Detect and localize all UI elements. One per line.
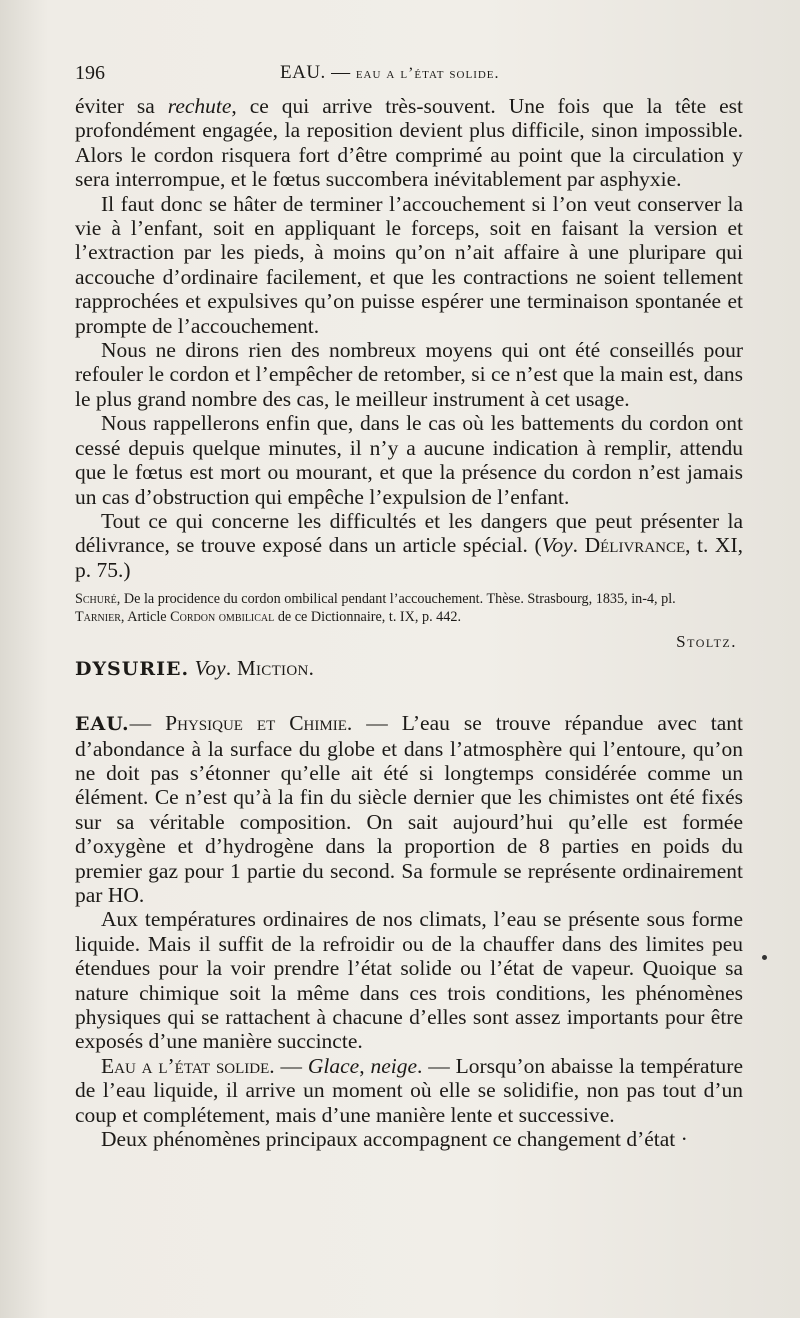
paragraph-eau-intro: EAU.— Physique et Chimie. — L’eau se trouve répandue avec tant d’abondance à la surface du globe et dans l’atmosphère qui l’entoure, qu’on ne doit pas s’étonner qu’elle ait été si longtemps considérée comme un élément. Ce n’est qu’à la fin du siècle dernier que les chimistes ont été fixés sur sa véritable composition. On sait aujourd’hui qu’elle est formée d’oxygène et d’hydrogène dans la proportion de 8 parties en poids du premier gaz pour 1 partie du second. Sa formule se représente ordinairement par HO. (75, 711, 743, 907)
paragraph-temperatures: Aux températures ordinaires de nos climats, l’eau se présente sous forme liquide. Mais il suffit de la refroidir ou de la chauffer dans des limites peu étendues pour la voir prendre l’état solide ou l’état de vapeur. Quoique sa nature chimique soit la même dans ces trois conditions, les phénomènes physiques qui se rattachent à chacune d’elles sont assez importants pour être exposés d’une manière succincte. (75, 907, 743, 1054)
reference-schure: Schuré, De la procidence du cordon ombilical pendant l’accouchement. Thèse. Strasbourg, 1835, in-4, pl. (75, 591, 676, 608)
author-signature: Stoltz. (676, 632, 737, 652)
page-number: 196 (75, 62, 105, 84)
headword-eau: EAU. (75, 713, 130, 736)
paragraph-accouchement: Il faut donc se hâter de terminer l’accouchement si l’on veut conserver la vie à l’enfant, soit en appliquant le forceps, soit en faisant la version et l’extraction par les pieds, à moins qu’on n’ait affaire à une pluripare qui accouche d’ordinaire facilement, et que les contractions ne soient tellement rapprochées et expulsives qu’on puisse espérer une terminaison spontanée et prompte de l’accouchement. (75, 191, 743, 338)
entry-dysurie: DYSURIE. Voy. Miction. (75, 656, 315, 681)
paragraph-rechute: éviter sa rechute, ce qui arrive très-souvent. Une fois que la tête est profondément engagée, la reposition devient plus difficile, sinon impossible. Alors le cordon risquera fort d’être comprimé au point que la circulation y sera interrompue, et le fœtus succombera inévitablement par asphyxie. (75, 94, 743, 192)
bibliography (75, 591, 743, 626)
paragraph-moyens: Nous ne dirons rien des nombreux moyens qui ont été conseillés pour refouler le cordon et l’empêcher de retomber, si ce n’est que la main est, dans le plus grand nombre des cas, le meilleur instrument à cet usage. (75, 338, 743, 411)
headword-dysurie: DYSURIE. (75, 658, 190, 681)
running-title: EAU. — eau a l’état solide. (280, 62, 500, 83)
running-header (75, 62, 743, 94)
paragraph-phenomenes: Deux phénomènes principaux accompagnent ce changement d’état · (101, 1127, 688, 1152)
reference-tarnier: Tarnier, Article Cordon ombilical de ce Dictionnaire, t. IX, p. 442. (75, 608, 462, 625)
text-column (75, 62, 743, 1151)
paragraph-etat-solide: Eau a l’état solide. — Glace, neige. — Lorsqu’on abaisse la température de l’eau liquide, il arrive un moment où elle se solidifie, non pas tout d’un coup et complétement, mais d’une manière lente et successive. (75, 1053, 743, 1127)
paragraph-battements: Nous rappellerons enfin que, dans le cas où les battements du cordon ont cessé depuis quelque minutes, il n’y a aucune indication à remplir, attendu que le fœtus est mort ou mourant, et que la présence du cordon n’est jamais un cas d’obstruction qui empêche l’expulsion de l’enfant. (75, 411, 743, 509)
margin-dot (762, 955, 767, 960)
entry-gap (75, 681, 743, 711)
paragraph-delivrance: Tout ce qui concerne les difficultés et les dangers que peut présenter la délivrance, se trouve exposé dans un article spécial. (Voy. Délivrance, t. XI, p. 75.) (75, 508, 743, 582)
